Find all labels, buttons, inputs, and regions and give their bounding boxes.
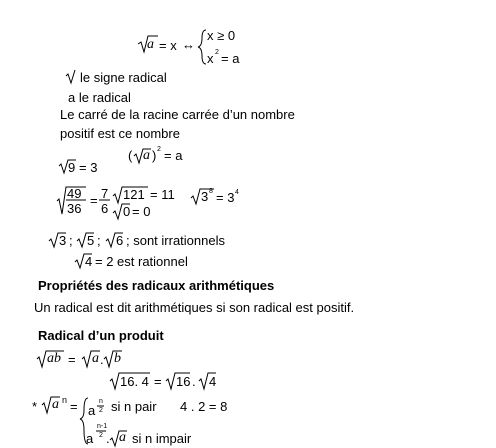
sqrt-a-argument: a bbox=[143, 148, 150, 163]
note-square-root-line1: Le carré de la racine carrée d’un nombre bbox=[60, 107, 295, 122]
example-16-4: 16. 4 bbox=[120, 374, 149, 389]
fraction-numerator-49: 49 bbox=[67, 186, 82, 201]
section-heading-product: Radical d’un produit bbox=[38, 328, 164, 343]
irrational-text: ; sont irrationnels bbox=[126, 233, 225, 248]
condition-square-rest: = a bbox=[221, 51, 240, 66]
even-case-a: a bbox=[88, 403, 96, 418]
sqrt3pow-exponent: 8 bbox=[209, 188, 213, 195]
irrational-sqrt3: 3 bbox=[59, 233, 67, 248]
irrational-sqrt5: 5 bbox=[87, 233, 95, 248]
paren-close: ) bbox=[152, 148, 157, 163]
radical-sign bbox=[66, 70, 75, 83]
product-a: a bbox=[92, 351, 99, 366]
condition-positive: x ≥ 0 bbox=[207, 28, 236, 43]
power-equals: = bbox=[70, 399, 78, 414]
example-equals: = bbox=[154, 374, 162, 389]
sqrt9-result: = 3 bbox=[79, 160, 98, 175]
sqrt9-argument: 9 bbox=[68, 160, 76, 175]
example-sqrt16: 16 bbox=[176, 374, 191, 389]
equivalence-arrow: ↔ bbox=[182, 37, 195, 52]
irrational-sep1: ; bbox=[69, 233, 73, 248]
note-radical-sign: le signe radical bbox=[80, 70, 167, 85]
even-case-exp-2: 2 bbox=[99, 407, 103, 414]
radicand-a: a bbox=[147, 37, 154, 52]
rational-text: = 2 est rationnel bbox=[95, 254, 188, 269]
irrational-sep2: ; bbox=[97, 233, 101, 248]
odd-case-a: a bbox=[86, 431, 94, 446]
product-equals: = bbox=[68, 352, 76, 367]
sqrt3pow-base: 3 bbox=[201, 189, 209, 204]
section-heading-properties: Propriétés des radicaux arithmétiques bbox=[38, 278, 275, 293]
odd-case-exp-n-minus-1: n-1 bbox=[97, 423, 108, 430]
sqrt0-result: = 0 bbox=[132, 204, 151, 219]
fraction-numerator-7: 7 bbox=[101, 186, 109, 201]
section-text-properties: Un radical est dit arithmétiques si son radical est positif. bbox=[34, 300, 355, 315]
odd-case-exp-2: 2 bbox=[99, 432, 103, 439]
brace bbox=[198, 30, 206, 64]
even-case-exp-n: n bbox=[99, 398, 103, 405]
condition-square-x: x bbox=[207, 51, 214, 66]
even-case-label: si n pair bbox=[111, 399, 157, 414]
note-radicand: a le radical bbox=[68, 90, 131, 105]
sqrt121-result: = 11 bbox=[150, 187, 175, 202]
sqrt-a-result: = a bbox=[164, 148, 183, 163]
product-dot: . bbox=[100, 352, 104, 367]
fraction-denominator-36: 36 bbox=[67, 201, 82, 216]
odd-case-label: si n impair bbox=[132, 431, 192, 446]
power-asterisk: * bbox=[32, 399, 38, 414]
example-sqrt4: 4 bbox=[209, 374, 217, 389]
paren-open: ( bbox=[128, 148, 133, 163]
fraction-denominator-6: 6 bbox=[101, 201, 109, 216]
rational-sqrt4: 4 bbox=[85, 254, 93, 269]
equals-sign: = bbox=[90, 193, 98, 208]
condition-square-exponent: 2 bbox=[215, 49, 219, 56]
power-exponent-n: n bbox=[62, 395, 68, 405]
sqrt3pow-result-exponent: 4 bbox=[235, 189, 239, 196]
sqrt-a-exponent: 2 bbox=[157, 146, 161, 153]
product-ab: ab bbox=[47, 351, 61, 366]
power-base-a: a bbox=[52, 397, 59, 412]
sqrt121-argument: 121 bbox=[123, 187, 145, 202]
product-b: b bbox=[114, 351, 121, 366]
odd-case-dot: . bbox=[106, 431, 110, 446]
example-dot: . bbox=[192, 374, 196, 389]
sqrt3pow-result-base: = 3 bbox=[216, 190, 235, 205]
sqrt0-argument: 0 bbox=[123, 204, 131, 219]
side-example: 4 . 2 = 8 bbox=[180, 399, 228, 414]
definition-equals-x: = x bbox=[159, 38, 177, 53]
note-square-root-line2: positif est ce nombre bbox=[60, 126, 180, 141]
irrational-sqrt6: 6 bbox=[116, 233, 124, 248]
odd-case-sqrt-a: a bbox=[119, 430, 126, 445]
